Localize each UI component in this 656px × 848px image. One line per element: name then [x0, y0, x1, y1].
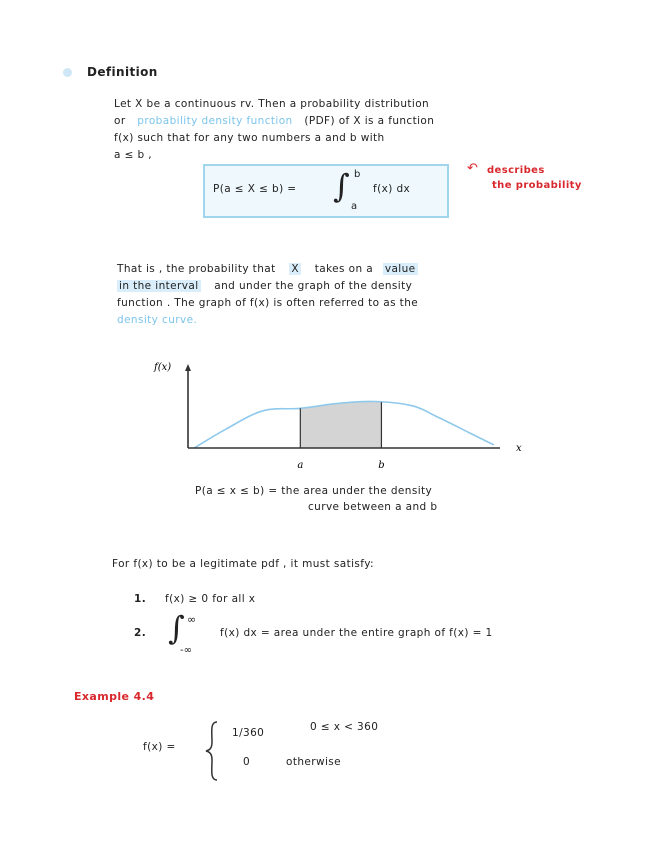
case-1-value: 1/360 — [232, 727, 265, 739]
definition-heading: Definition — [87, 65, 158, 79]
curved-arrow-icon: ↶ — [467, 161, 478, 176]
caption-line-1: P(a ≤ x ≤ b) = the area under the density — [195, 485, 433, 497]
tick-label-a: a — [297, 460, 304, 471]
case-1-condition: 0 ≤ x < 360 — [310, 721, 379, 733]
highlight-value: value — [384, 263, 416, 275]
piecewise-brace — [204, 720, 220, 782]
tick-label-b: b — [378, 460, 385, 471]
definition-line-4: a ≤ b , — [114, 149, 153, 161]
condition-2-number: 2. — [134, 627, 147, 639]
paragraph-line-2 — [117, 280, 412, 292]
annotation-line-1: describes — [487, 165, 545, 176]
paragraph-line-4: density curve. — [117, 314, 198, 326]
formula-lhs: P(a ≤ X ≤ b) = — [213, 183, 297, 195]
definition-line-1: Let X be a continuous rv. Then a probability distribution — [114, 98, 430, 110]
example-title: Example 4.4 — [74, 690, 155, 703]
paragraph-line-1-b: takes on a — [314, 263, 374, 275]
example-lhs: f(x) = — [143, 741, 176, 753]
bullet-dot — [63, 68, 72, 77]
formula-box — [203, 164, 449, 218]
y-axis-arrow-icon — [185, 364, 191, 371]
paragraph-line-1 — [117, 263, 418, 275]
legit-intro: For f(x) to be a legitimate pdf , it must satisfy: — [112, 558, 374, 570]
case-2-value: 0 — [243, 756, 251, 768]
paragraph-line-1-a: That is , the probability that — [117, 263, 276, 275]
integral-sign-2: ∫ — [168, 609, 185, 647]
y-axis-label: f(x) — [154, 362, 172, 373]
x-axis-label: x — [516, 443, 522, 454]
pdf-term: probability density function — [137, 115, 293, 127]
formula-upper-limit: b — [354, 169, 361, 180]
density-chart — [150, 350, 530, 475]
definition-line-2-suffix: (PDF) of X is a function — [304, 115, 435, 127]
condition-2-upper-limit: ∞ — [187, 613, 197, 626]
definition-line-2-prefix: or — [114, 115, 126, 127]
definition-line-2 — [114, 115, 434, 127]
highlight-x: X — [291, 263, 299, 275]
formula-integrand: f(x) dx — [373, 183, 411, 195]
condition-2-text: f(x) dx = area under the entire graph of f(x) = 1 — [220, 627, 493, 639]
integral-sign: ∫ — [333, 167, 350, 205]
condition-1-number: 1. — [134, 593, 147, 605]
condition-2-lower-limit: -∞ — [180, 645, 192, 656]
annotation-line-2: the probability — [492, 180, 582, 191]
case-2-condition: otherwise — [286, 756, 342, 768]
definition-line-3: f(x) such that for any two numbers a and b with — [114, 132, 385, 144]
condition-1-text: f(x) ≥ 0 for all x — [165, 593, 256, 605]
paragraph-line-3: function . The graph of f(x) is often referred to as the — [117, 297, 419, 309]
highlight-interval: in the interval — [119, 280, 199, 292]
paragraph-line-2-b: and under the graph of the density — [214, 280, 413, 292]
caption-line-2: curve between a and b — [308, 501, 438, 513]
shaded-area — [300, 401, 381, 448]
formula-lower-limit: a — [351, 201, 358, 212]
